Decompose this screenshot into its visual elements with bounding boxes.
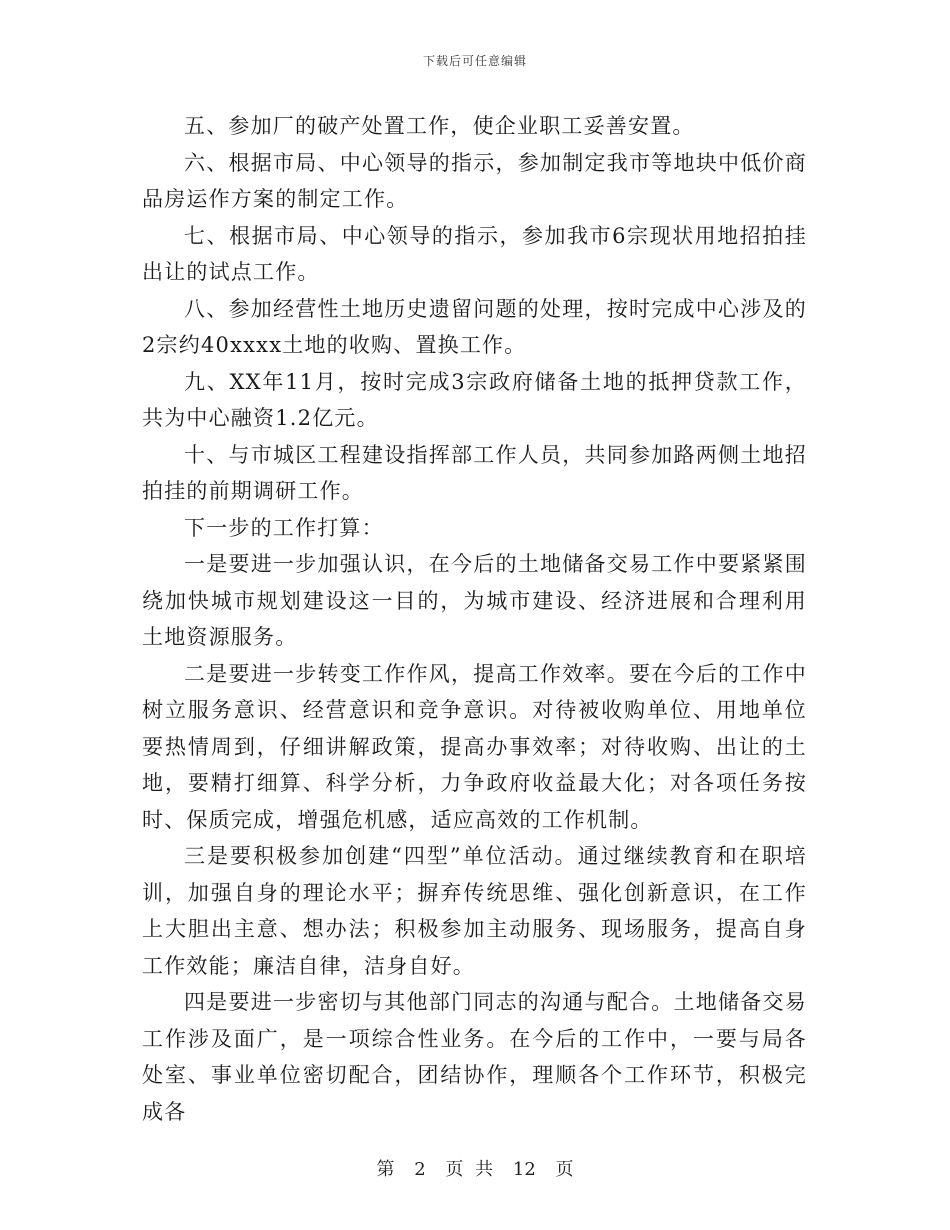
document-body <box>142 108 807 1130</box>
footer-prefix: 第 <box>376 1159 395 1180</box>
current-page-number: 2 <box>414 1159 426 1180</box>
footer-suffix: 页 <box>555 1159 574 1180</box>
paragraph-item-9: 九、XX年11月，按时完成3宗政府储备土地的抵押贷款工作，共为中心融资1.2亿元。 <box>142 369 807 430</box>
footer-middle: 页 共 <box>445 1159 494 1180</box>
plan-item-4: 四是要进一步密切与其他部门同志的沟通与配合。土地储备交易工作涉及面广，是一项综合性业务。在今后的工作中，一要与局各处室、事业单位密切配合，团结协作，理顺各个工作环节，积极完成各 <box>142 990 807 1124</box>
paragraph-item-5: 五、参加厂的破产处置工作，使企业职工妥善安置。 <box>184 114 695 138</box>
page-header: 下载后可任意编辑 <box>422 54 527 68</box>
page-footer <box>0 1155 950 1181</box>
paragraph-item-8: 八、参加经营性土地历史遗留问题的处理，按时完成中心涉及的2宗约40xxxx土地的收购、置换工作。 <box>142 296 807 357</box>
paragraph-item-6: 六、根据市局、中心领导的指示，参加制定我市等地块中低价商品房运作方案的制定工作。 <box>142 150 807 211</box>
section-heading-next-plan: 下一步的工作打算： <box>184 515 384 540</box>
plan-item-3: 三是要积极参加创建“四型”单位活动。通过继续教育和在职培训，加强自身的理论水平；摒弃传统思维、强化创新意识，在工作上大胆出主意、想办法；积极参加主动服务、现场服务，提高自身工作效能；廉洁自律，洁身自好。 <box>142 844 807 978</box>
total-page-count: 12 <box>512 1159 536 1180</box>
plan-item-2: 二是要进一步转变工作作风，提高工作效率。要在今后的工作中树立服务意识、经营意识和竞争意识。对待被收购单位、用地单位要热情周到，仔细讲解政策，提高办事效率；对待收购、出让的土地，要精打细算、科学分析，力争政府收益最大化；对各项任务按时、保质完成，增强危机感，适应高效的工作机制。 <box>142 661 807 832</box>
paragraph-item-10: 十、与市城区工程建设指挥部工作人员，共同参加路两侧土地招拍挂的前期调研工作。 <box>142 442 807 503</box>
paragraph-item-7: 七、根据市局、中心领导的指示，参加我市6宗现状用地招拍挂出让的试点工作。 <box>142 223 807 284</box>
plan-item-1: 一是要进一步加强认识，在今后的土地储备交易工作中要紧紧围绕加快城市规划建设这一目的，为城市建设、经济进展和合理利用土地资源服务。 <box>142 552 807 649</box>
